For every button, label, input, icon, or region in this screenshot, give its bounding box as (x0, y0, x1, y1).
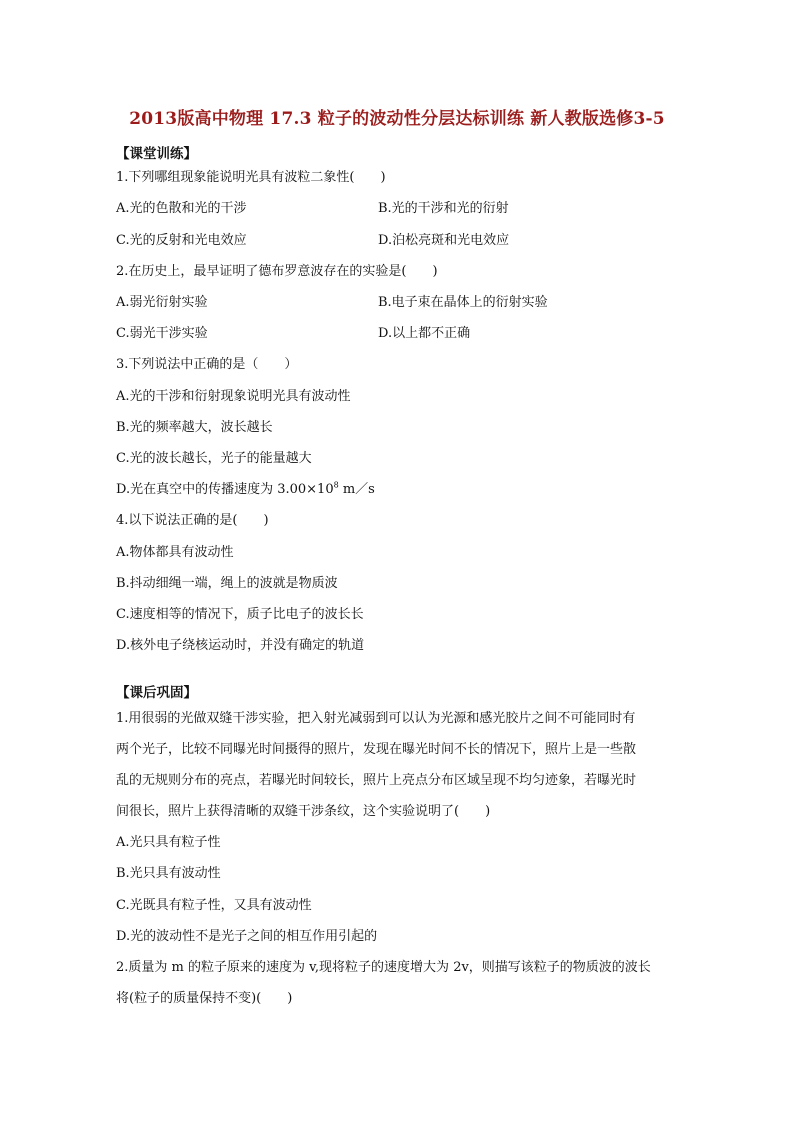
question-5-stem-line-4: 间很长，照片上获得清晰的双缝干涉条纹，这个实验说明了( ) (116, 804, 491, 819)
question-1-option-a: A.光的色散和光的干涉 (116, 201, 247, 216)
question-3-option-d-text: D.光在真空中的传播速度为 3.00×10 (116, 482, 334, 497)
question-4-option-b: B.抖动细绳一端，绳上的波就是物质波 (116, 576, 338, 591)
question-5-stem-line-1: 1.用很弱的光做双缝干涉实验，把入射光减弱到可以认为光源和感光胶片之间不可能同时有 (116, 711, 636, 726)
question-1-option-c: C.光的反射和光电效应 (116, 233, 247, 248)
question-5-option-c: C.光既具有粒子性，又具有波动性 (116, 898, 312, 913)
question-3-option-c: C.光的波长越长，光子的能量越大 (116, 451, 312, 466)
question-3-option-d-unit: m／s (338, 482, 375, 497)
question-6-stem-line-1: 2.质量为 m 的粒子原来的速度为 v,现将粒子的速度增大为 2v，则描写该粒子的物质波的波长 (116, 960, 651, 975)
question-4-stem: 4.以下说法正确的是( ) (116, 513, 269, 528)
question-4-option-c: C.速度相等的情况下，质子比电子的波长长 (116, 607, 364, 622)
question-5-stem-line-2: 两个光子，比较不同曝光时间摄得的照片，发现在曝光时间不长的情况下，照片上是一些散 (116, 742, 637, 757)
section-heading-classroom: 【课堂训练】 (116, 146, 197, 162)
question-5-option-a: A.光只具有粒子性 (116, 835, 221, 850)
question-5-option-d: D.光的波动性不是光子之间的相互作用引起的 (116, 929, 378, 944)
question-5-option-b: B.光只具有波动性 (116, 866, 221, 881)
question-1-stem: 1.下列哪组现象能说明光具有波粒二象性( ) (116, 170, 386, 185)
section-heading-consolidation: 【课后巩固】 (116, 685, 197, 701)
question-6-stem-line-2: 将(粒子的质量保持不变)( ) (116, 991, 293, 1006)
question-2-option-a: A.弱光衍射实验 (116, 295, 208, 310)
question-2-option-b: B.电子束在晶体上的衍射实验 (378, 295, 548, 310)
exponent: 8 (333, 480, 339, 490)
question-4-option-a: A.物体都具有波动性 (116, 545, 234, 560)
question-2-option-d: D.以上都不正确 (378, 326, 471, 341)
question-2-option-c: C.弱光干涉实验 (116, 326, 208, 341)
question-3-option-b: B.光的频率越大，波长越长 (116, 420, 273, 435)
question-3-option-a: A.光的干涉和衍射现象说明光具有波动性 (116, 389, 351, 404)
question-1-option-b: B.光的干涉和光的衍射 (378, 201, 509, 216)
question-4-option-d: D.核外电子绕核运动时，并没有确定的轨道 (116, 638, 365, 653)
question-1-option-d: D.泊松亮斑和光电效应 (378, 233, 510, 248)
document-title: 2013版高中物理 17.3 粒子的波动性分层达标训练 新人教版选修3-5 (129, 109, 665, 129)
question-3-option-d (116, 478, 375, 497)
question-2-stem: 2.在历史上，最早证明了德布罗意波存在的实验是( ) (116, 264, 438, 279)
question-3-stem: 3.下列说法中正确的是（ ） (116, 357, 298, 372)
question-5-stem-line-3: 乱的无规则分布的亮点，若曝光时间较长，照片上亮点分布区域呈现不均匀迹象，若曝光时 (116, 773, 637, 788)
